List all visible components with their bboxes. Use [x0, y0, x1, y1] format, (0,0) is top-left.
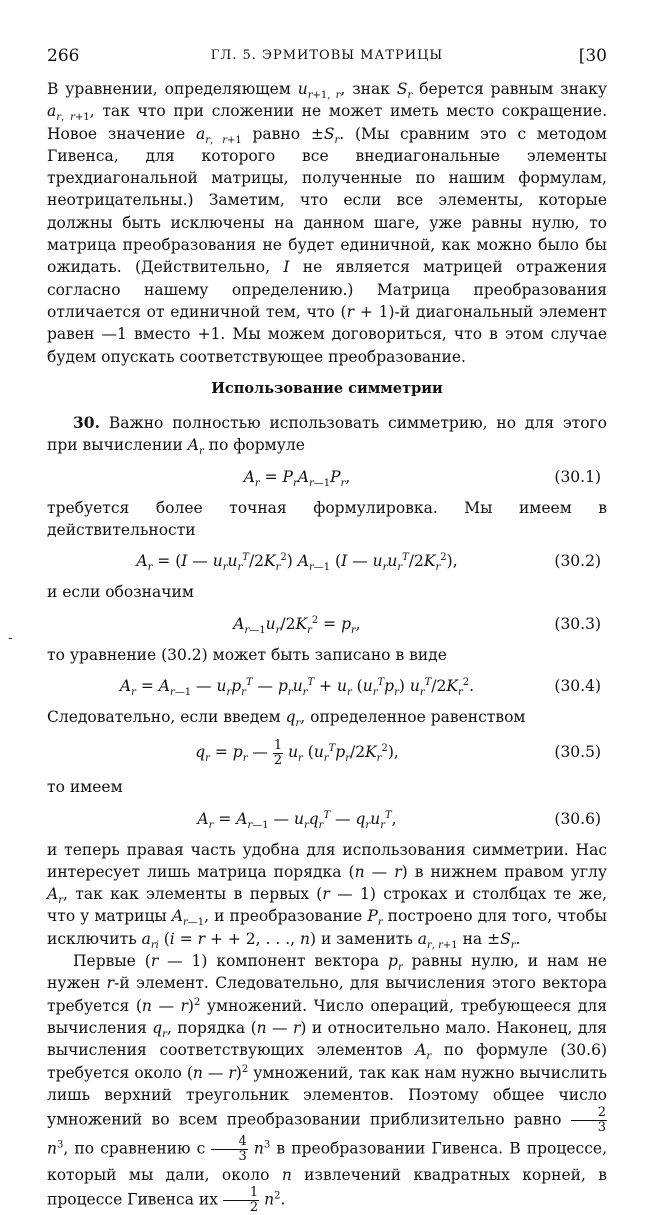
paragraph: то уравнение (30.2) может быть записано в виде	[47, 645, 447, 664]
page-number: 266	[47, 46, 80, 66]
paragraph: требуется более точная формулировка. Мы имеем в действительности	[47, 498, 607, 540]
equation-number: (30.4)	[554, 676, 601, 695]
paragraph-number: 30.	[73, 413, 100, 433]
running-title: ГЛ. 5. ЭРМИТОВЫ МАТРИЦЫ	[210, 48, 444, 63]
fraction: $\frac{1}{2}$	[273, 737, 283, 768]
equation: $A_r = P_rA_{r—1}P_r$, (30.1)	[47, 457, 607, 497]
equation: $A_{r—1}u_r/2K_r^2 = p_r$, (30.3)	[47, 604, 607, 644]
section-reference: [30	[578, 46, 607, 66]
paragraph: то имеем	[47, 778, 123, 797]
paragraph: 30. Важно полностью использовать симметрию, но для этого при вычислении $A_r$ по формуле	[47, 413, 607, 458]
paragraph: Первые (r — 1) компонент вектора $p_r$ равны нулю, и нам не нужен r-й элемент. Следовательно, для вычисления этого вектора требуется (n — r)$^2$ умножений. Число операций, требующееся для вычисления $q_r$, порядка (n — r) и относительно мало. Наконец, для вычисления соответствующих элементов $A_r$ по формуле (30.6) требуется около (n — r)$^2$ умножений, так как нам нужно вычислить лишь верхний треугольник элементов. Поэтому общее число умножений во всем преобразовании приблизительно равно $\frac{2}{3}$ $n^3$, по сравнению с $\frac{4}{3}$ $n^3$ в преобразовании Гивенса. В процессе, который мы дали, около n извлечений квадратных корней, в процессе Гивенса их $\frac{1}{2}$ $n^2$.	[47, 952, 608, 1215]
paragraph: В уравнении, определяющем $u_{r+1, r}$, знак $S_r$ берется равным знаку $a_{r, r+1}$, так что при сложении не может иметь место сокращение. Новое значение $a_{r, r+1}$ равно $\pm S_r$. (Мы сравним это с методом Гивенса, для которого все внедиагональные элементы трехдиагональной матрицы, полученные по нашим формулам, неотрицательны.) Заметим, что если все элементы, которые должны быть исключены на данном шаге, уже равны нулю, то матрица преобразования не будет единичной, как можно было бы ожидать. (Действительно, I не является матрицей отражения согласно нашему определению.) Матрица преобразования отличается от единичной тем, что (r + 1)-й диагональный элемент равен —1 вместо +1. Мы можем договориться, что в этом случае будем опускать соответствующее преобразование.	[47, 80, 607, 366]
fraction: $\frac{1}{2}$	[223, 1186, 259, 1215]
equation-number: (30.6)	[554, 809, 601, 828]
equation-number: (30.1)	[554, 467, 601, 486]
equation: $A_r = A_{r—1}$ — $u_rp_r^T$ — $p_ru_r^T + u_r$ $(u_r^Tp_r)$ $u_r^T/2K_r^2$. (30.4)	[47, 666, 607, 706]
equation-number: (30.3)	[554, 614, 601, 633]
equation-number: (30.5)	[554, 743, 601, 762]
equation: $A_r = A_{r—1}$ — $u_rq_r^T$ — $q_ru_r^T$, (30.6)	[47, 799, 607, 839]
text-body	[47, 78, 607, 1215]
paragraph: и теперь правая часть удобна для использования симметрии. Нас интересует лишь матрица порядка (n — r) в нижнем правом углу $A_r$, так как элементы в первых (r — 1) строках и столбцах те же, что у матрицы $A_{r—1}$, и преобразование $P_r$ построено для того, чтобы исключить $a_{ri}$ (i = r + + 2, . . ., n) и заменить $a_{r, r+1}$ на $\pm S_r$.	[47, 840, 608, 951]
equation: $A_r = (I$ — $u_ru_r^T/2K_r^2$) $A_{r—1}$ (I — $u_ru_r^T/2K_r^2$), (30.2)	[47, 541, 607, 581]
paragraph: и если обозначим	[47, 583, 194, 602]
section-title: Использование симметрии	[211, 379, 443, 397]
equation: $q_r = p_r$ — $\frac{1}{2}$ $u_r$ $(u_r^Tp_r/2K_r^2)$, (30.5)	[47, 728, 607, 776]
running-header	[47, 46, 607, 70]
paragraph: Следовательно, если введем $q_r$, определенное равенством	[47, 707, 526, 730]
fraction: $\frac{4}{3}$	[211, 1135, 247, 1164]
margin-mark: -	[8, 630, 13, 646]
fraction: $\frac{2}{3}$	[571, 1106, 607, 1135]
equation-number: (30.2)	[554, 552, 601, 571]
